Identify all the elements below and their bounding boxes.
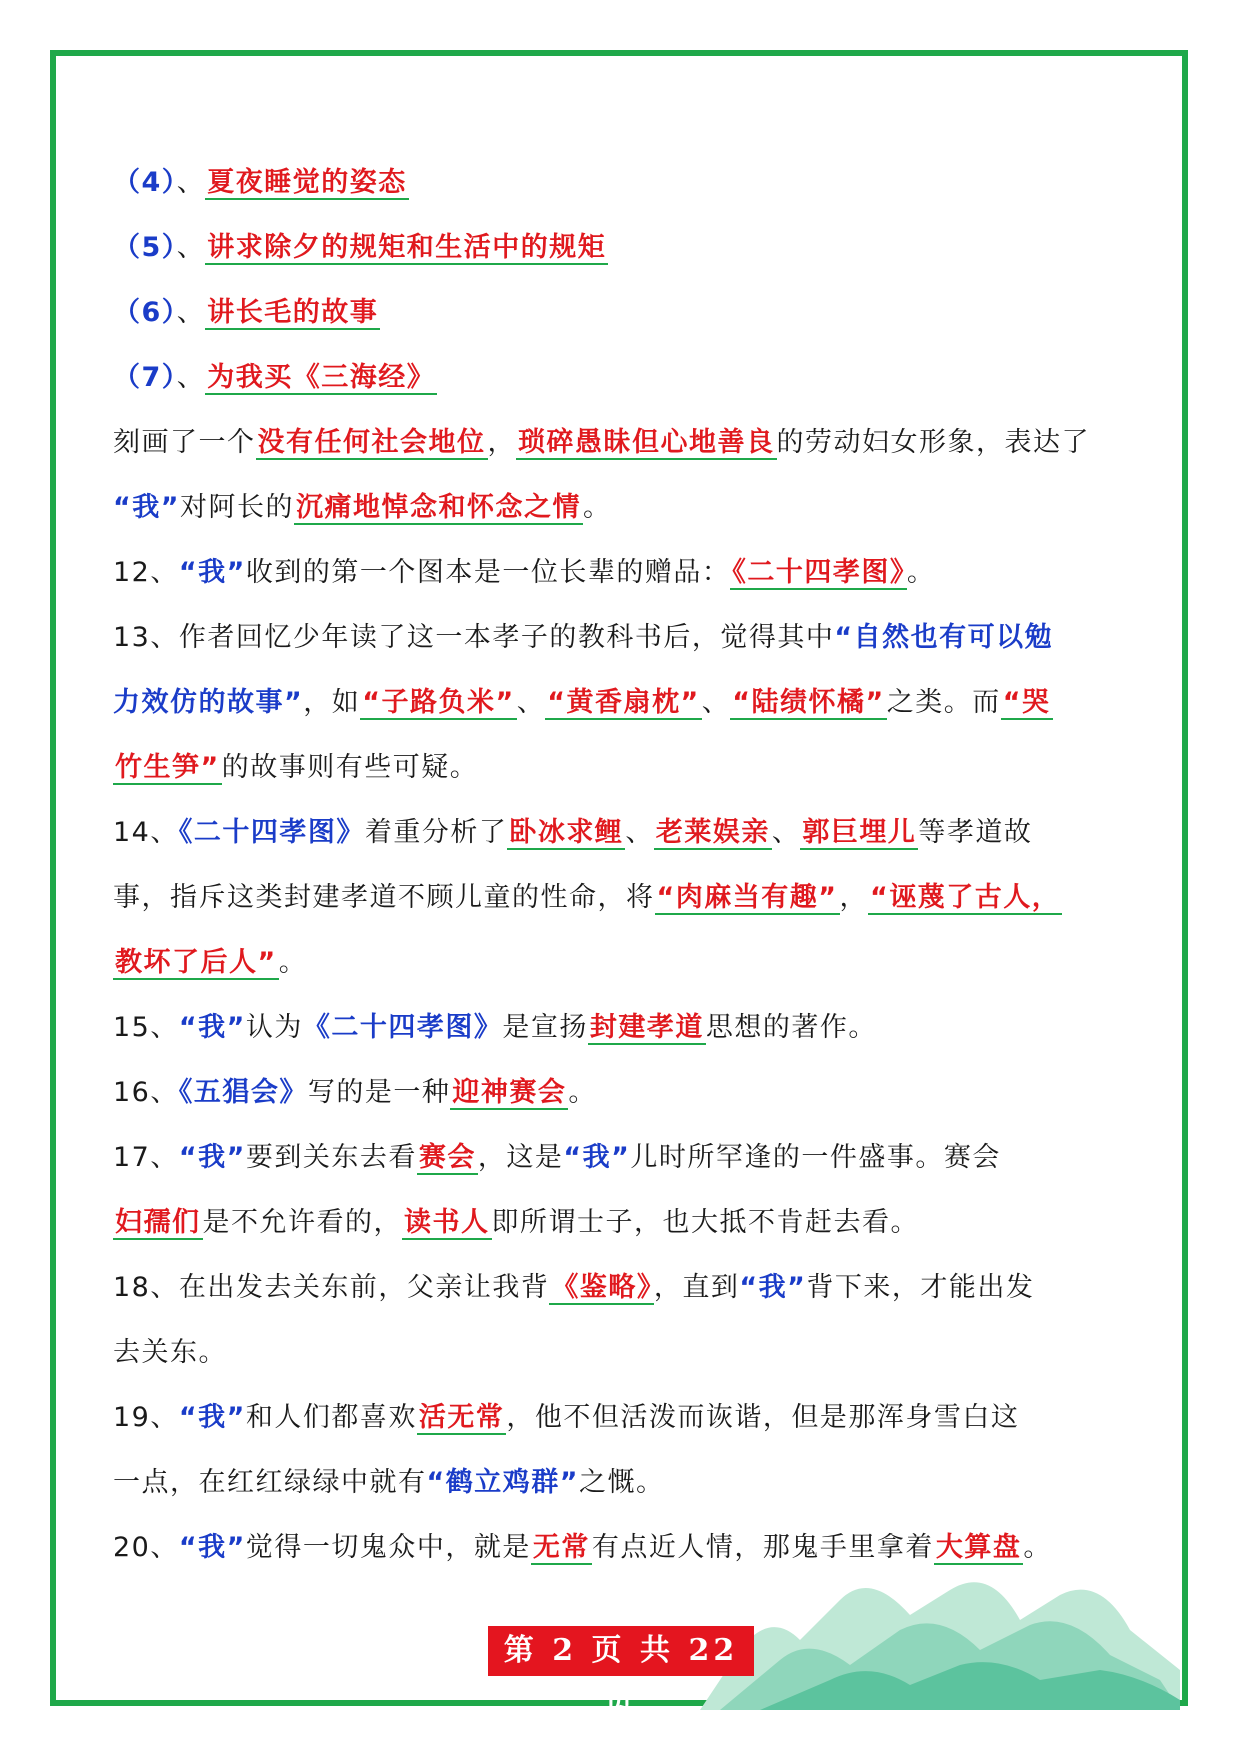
answer: 妇孺们 bbox=[115, 1207, 201, 1238]
item-7 bbox=[113, 345, 1133, 410]
item-number: （4） bbox=[113, 167, 177, 198]
text: 等孝道故 bbox=[918, 817, 1033, 848]
answer: 夏夜睡觉的姿态 bbox=[207, 167, 407, 198]
question-14-line-1 bbox=[113, 800, 1133, 865]
question-19-line-1 bbox=[113, 1385, 1133, 1450]
text: 思想的著作。 bbox=[705, 1012, 877, 1043]
text: 。 bbox=[583, 492, 612, 523]
question-number: 16、 bbox=[113, 1077, 179, 1108]
text: 觉得一切鬼众中，就是 bbox=[245, 1532, 531, 1563]
text: 、 bbox=[701, 687, 731, 718]
question-17-line-1 bbox=[113, 1125, 1133, 1190]
text: 的故事则有些可疑。 bbox=[221, 752, 479, 783]
question-16 bbox=[113, 1060, 1133, 1125]
text: 是不允许看的， bbox=[202, 1207, 402, 1238]
answer: “陆绩怀橘” bbox=[732, 687, 885, 718]
answer: 沉痛地悼念和怀念之情 bbox=[296, 492, 581, 523]
keyword: “我” bbox=[178, 1142, 246, 1173]
answer: 封建孝道 bbox=[589, 1012, 704, 1043]
question-number: 14、 bbox=[113, 817, 179, 848]
answer: 卧冰求鲤 bbox=[509, 817, 624, 848]
separator: 、 bbox=[176, 362, 206, 393]
answer: “黄香扇枕” bbox=[547, 687, 700, 718]
text: 。 bbox=[568, 1077, 597, 1108]
keyword: “我” bbox=[739, 1272, 807, 1303]
question-13-line-3 bbox=[113, 735, 1133, 800]
answer: 教坏了后人” bbox=[115, 947, 277, 978]
keyword: “自然也有可以勉 bbox=[834, 622, 1054, 653]
separator: 、 bbox=[176, 167, 206, 198]
text: 即所谓士子，也大抵不肯赶去看。 bbox=[491, 1207, 919, 1238]
text: 和人们都喜欢 bbox=[245, 1402, 417, 1433]
answer: 讲长毛的故事 bbox=[207, 297, 379, 328]
mountain-illustration bbox=[700, 1560, 1180, 1710]
keyword: 力效仿的故事” bbox=[113, 687, 304, 718]
keyword: “我” bbox=[178, 1532, 246, 1563]
question-13-line-2 bbox=[113, 670, 1133, 735]
text: 之类。而 bbox=[886, 687, 1001, 718]
answer: 为我买《三海经》 bbox=[207, 362, 436, 393]
answer: 读书人 bbox=[404, 1207, 490, 1238]
question-number: 17、 bbox=[113, 1142, 179, 1173]
text: ，他不但活泼而诙谐，但是那浑身雪白这 bbox=[506, 1402, 1020, 1433]
item-5 bbox=[113, 215, 1133, 280]
answer: “哭 bbox=[1002, 687, 1051, 718]
keyword: 《二十四孝图》 bbox=[178, 817, 365, 848]
question-13-line-1 bbox=[113, 605, 1133, 670]
question-19-line-2 bbox=[113, 1450, 1133, 1515]
text: 刻画了一个 bbox=[113, 427, 256, 458]
text: 是宣扬 bbox=[502, 1012, 588, 1043]
answer: 大算盘 bbox=[935, 1532, 1022, 1563]
text: ， bbox=[839, 882, 868, 913]
text: 作者回忆少年读了这一本孝子的教科书后，觉得其中 bbox=[178, 622, 835, 653]
text: 背下来，才能出发 bbox=[806, 1272, 1035, 1303]
answer: 赛会 bbox=[418, 1142, 476, 1173]
summary-line-2 bbox=[113, 475, 1133, 540]
question-18-line-2 bbox=[113, 1320, 1133, 1385]
keyword: “我” bbox=[178, 557, 246, 588]
keyword: “鹤立鸡群” bbox=[426, 1467, 579, 1498]
answer: 郭巨埋儿 bbox=[802, 817, 917, 848]
text: ， bbox=[487, 427, 516, 458]
keyword: “我” bbox=[178, 1402, 246, 1433]
text: 、 bbox=[625, 817, 654, 848]
text: 。 bbox=[278, 947, 308, 978]
page-number-badge: 第 2 页 共 22 页 bbox=[488, 1626, 754, 1676]
question-18-line-1 bbox=[113, 1255, 1133, 1320]
answer: 无常 bbox=[532, 1532, 590, 1563]
question-14-line-2 bbox=[113, 865, 1133, 930]
answer: 没有任何社会地位 bbox=[257, 427, 486, 458]
text: 事，指斥这类封建孝道不顾儿童的性命，将 bbox=[113, 882, 655, 913]
text: 收到的第一个图本是一位长辈的赠品： bbox=[245, 557, 731, 588]
question-number: 12、 bbox=[113, 557, 179, 588]
item-number: （6） bbox=[113, 297, 177, 328]
question-12 bbox=[113, 540, 1133, 605]
answer: 竹生笋” bbox=[115, 752, 220, 783]
item-number: （5） bbox=[113, 232, 177, 263]
text: 的劳动妇女形象，表达了 bbox=[776, 427, 1090, 458]
question-number: 20、 bbox=[113, 1532, 179, 1563]
text: ，如 bbox=[303, 687, 361, 718]
answer: 活无常 bbox=[418, 1402, 505, 1433]
text: 、 bbox=[771, 817, 801, 848]
answer: 《鉴略》 bbox=[551, 1272, 652, 1303]
item-number: （7） bbox=[113, 362, 177, 393]
text: 有点近人情，那鬼手里拿着 bbox=[591, 1532, 934, 1563]
item-6 bbox=[113, 280, 1133, 345]
text: 、 bbox=[516, 687, 546, 718]
text: 儿时所罕逢的一件盛事。赛会 bbox=[630, 1142, 1001, 1173]
answer: 迎神赛会 bbox=[452, 1077, 567, 1108]
question-number: 13、 bbox=[113, 622, 179, 653]
summary-line-1 bbox=[113, 410, 1133, 475]
text: 之慨。 bbox=[579, 1467, 665, 1498]
question-number: 19、 bbox=[113, 1402, 179, 1433]
keyword: “我” bbox=[178, 1012, 246, 1043]
separator: 、 bbox=[176, 297, 206, 328]
answer: “诬蔑了古人， bbox=[870, 882, 1061, 913]
question-14-line-3 bbox=[113, 930, 1133, 995]
question-17-line-2 bbox=[113, 1190, 1133, 1255]
text: ，这是 bbox=[477, 1142, 564, 1173]
text: 。 bbox=[906, 557, 936, 588]
text: 写的是一种 bbox=[307, 1077, 451, 1108]
text: 对阿长的 bbox=[180, 492, 294, 523]
item-4 bbox=[113, 150, 1133, 215]
keyword: 《五猖会》 bbox=[178, 1077, 308, 1108]
question-number: 18、 bbox=[113, 1272, 179, 1303]
text: 认为 bbox=[245, 1012, 303, 1043]
text: ，直到 bbox=[653, 1272, 740, 1303]
keyword: “我” bbox=[113, 492, 180, 523]
answer: 老莱娱亲 bbox=[655, 817, 770, 848]
answer: “子路负米” bbox=[362, 687, 515, 718]
question-number: 15、 bbox=[113, 1012, 179, 1043]
text: 。 bbox=[1023, 1532, 1052, 1563]
question-15 bbox=[113, 995, 1133, 1060]
text: 一点，在红红绿绿中就有 bbox=[113, 1467, 427, 1498]
answer: 讲求除夕的规矩和生活中的规矩 bbox=[207, 232, 607, 263]
answer: 琐碎愚昧但心地善良 bbox=[518, 427, 775, 458]
text: 要到关东去看 bbox=[245, 1142, 417, 1173]
keyword: 《二十四孝图》 bbox=[302, 1012, 503, 1043]
answer: 《二十四孝图》 bbox=[732, 557, 905, 588]
document-body bbox=[113, 150, 1133, 1580]
answer: “肉麻当有趣” bbox=[656, 882, 838, 913]
keyword: “我” bbox=[563, 1142, 631, 1173]
text: 去关东。 bbox=[113, 1337, 227, 1368]
separator: 、 bbox=[176, 232, 206, 263]
text: 在出发去关东前，父亲让我背 bbox=[178, 1272, 550, 1303]
text: 着重分析了 bbox=[364, 817, 508, 848]
